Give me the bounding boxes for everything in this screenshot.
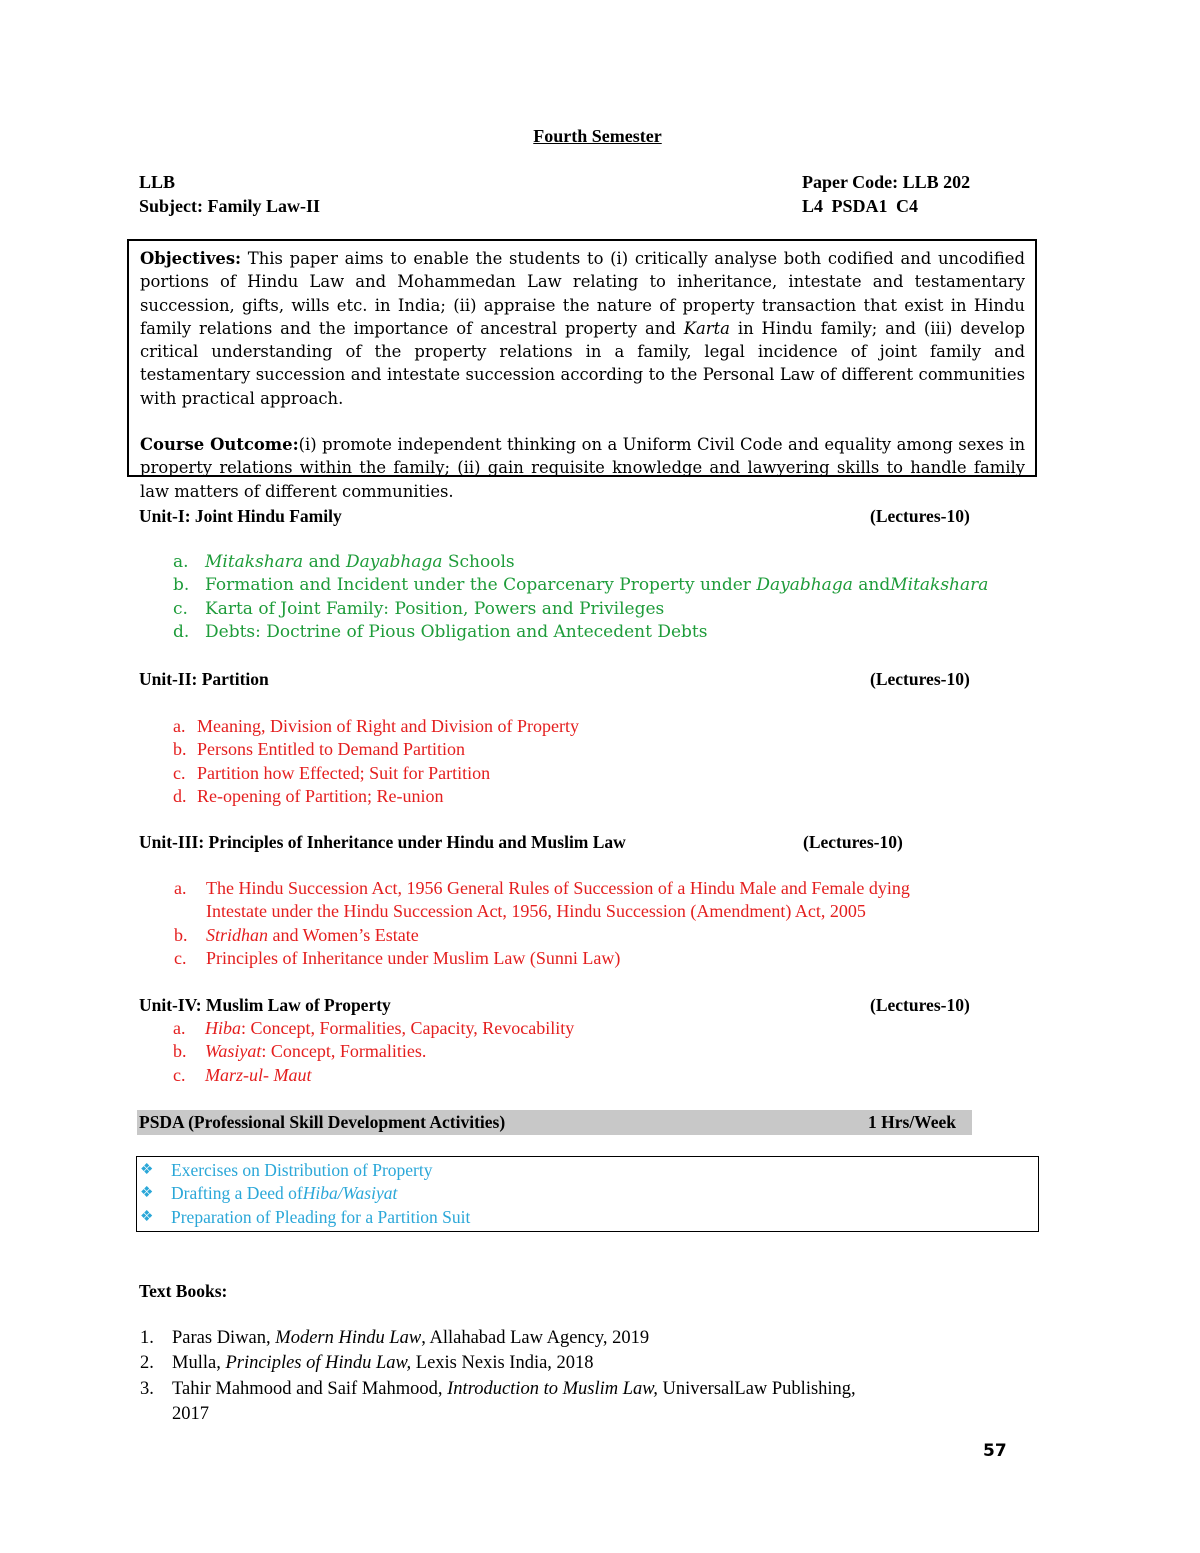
unit2-lectures: (Lectures-10) <box>870 669 970 689</box>
unit4-title: Unit-IV: Muslim Law of Property <box>139 995 391 1015</box>
list-item <box>173 1017 575 1040</box>
list-item <box>140 1206 471 1229</box>
textbook-year: 2017 <box>172 1404 209 1424</box>
list-text: Debts: Doctrine of Pious Obligation and Antecedent Debts <box>205 621 708 642</box>
list-item <box>140 1159 470 1182</box>
outcome-label: Course Outcome: <box>140 435 299 455</box>
list-item <box>174 947 910 970</box>
list-item <box>140 1182 470 1205</box>
list-item <box>173 715 579 738</box>
unit1-lectures: (Lectures-10) <box>870 506 970 526</box>
list-marker: d. <box>173 785 187 806</box>
list-text: Exercises on Distribution of Property <box>171 1160 433 1180</box>
list-marker: a. <box>173 1018 186 1038</box>
textbooks-heading: Text Books: <box>139 1281 228 1301</box>
unit2-list <box>173 715 579 808</box>
psda-list <box>140 1159 471 1229</box>
list-marker: c. <box>174 947 187 968</box>
list-text: Re-opening of Partition; Re-union <box>197 785 444 806</box>
page-number: 57 <box>983 1441 1007 1461</box>
list-marker: c. <box>173 762 186 783</box>
list-text: Principles of Inheritance under Muslim Law (Sunni Law) <box>206 947 621 968</box>
list-item <box>173 738 579 761</box>
diamond-bullet-icon: ❖ <box>140 1208 154 1225</box>
list-item <box>173 598 988 621</box>
list-marker: d. <box>173 621 190 642</box>
psda-hours: 1 Hrs/Week <box>868 1112 956 1132</box>
dayabhaga-term: Dayabhaga <box>756 575 853 596</box>
list-marker: b. <box>173 739 187 760</box>
outcome-paragraph <box>140 433 1025 503</box>
list-item <box>174 877 910 900</box>
list-text: Drafting a Deed of <box>171 1183 303 1204</box>
unit4-list <box>173 1017 575 1087</box>
stridhan-term: Stridhan <box>206 924 269 945</box>
unit3-title: Unit-III: Principles of Inheritance under Hindu and Muslim Law <box>139 832 626 852</box>
list-text: and <box>303 552 346 572</box>
course-code: L4 PSDA1 C4 <box>802 196 919 216</box>
objectives-box <box>127 239 1037 501</box>
list-text: The Hindu Succession Act, 1956 General Rules of Succession of a Hindu Male and Female dying <box>206 878 910 898</box>
unit3-list <box>174 877 910 970</box>
outcome-text: (i) promote independent thinking on a Uniform Civil Code and equality among sexes in property relations within the family; (ii) gain requisite knowledge and lawyering skills to handle family law matters of different communities. <box>140 435 1025 501</box>
list-item <box>173 1064 574 1087</box>
unit1-title: Unit-I: Joint Hindu Family <box>139 506 342 526</box>
textbook-publisher: , Allahabad Law Agency, 2019 <box>421 1328 650 1348</box>
list-item <box>173 762 579 785</box>
list-text: Partition how Effected; Suit for Partition <box>197 762 491 783</box>
hiba-term: Hiba <box>205 1018 241 1038</box>
objectives-paragraph <box>140 247 1025 410</box>
list-text: : Concept, Formalities. <box>261 1041 427 1062</box>
textbook-item <box>140 1377 856 1402</box>
list-item <box>173 574 989 597</box>
list-marker: b. <box>173 1041 187 1062</box>
list-item <box>173 1040 574 1063</box>
diamond-bullet-icon: ❖ <box>140 1162 154 1178</box>
textbook-author: Paras Diwan, <box>172 1328 276 1348</box>
list-text: Formation and Incident under the Coparcenary Property under <box>205 575 757 596</box>
program-label: LLB <box>139 172 176 192</box>
list-text: Schools <box>442 552 515 572</box>
page-title: Fourth Semester <box>533 126 662 146</box>
unit1-list <box>173 551 989 644</box>
list-text: Intestate under the Hindu Succession Act, 1956, Hindu Succession (Amendment) Act, 2005 <box>206 901 866 922</box>
list-text: Preparation of Pleading for a Partition Suit <box>171 1206 471 1227</box>
list-marker: c. <box>173 1064 186 1085</box>
hiba-wasiyat-term: Hiba/Wasiyat <box>302 1183 398 1204</box>
list-marker: a. <box>173 716 186 736</box>
list-text: : Concept, Formalities, Capacity, Revocability <box>241 1018 575 1038</box>
list-marker: a. <box>174 878 187 898</box>
list-item <box>174 924 910 947</box>
textbook-item <box>140 1351 594 1376</box>
list-text: and Women’s Estate <box>268 924 419 945</box>
objectives-karta: Karta <box>683 318 730 338</box>
mitakshara-term: Mitakshara <box>205 552 304 572</box>
mitakshara-term: Mitakshara <box>890 575 989 596</box>
unit3-lectures: (Lectures-10) <box>803 832 903 852</box>
objectives-text: This paper aims to enable the students to (i) critically analyse both codified and uncodified portions of Hindu Law and Mohammedan Law relating to inheritance, intestate and testamentary succession, gifts, wills etc. in India; (ii) appraise the nature of property transaction that exist in Hindu family relations and the importance of ancestral property and <box>140 249 1025 338</box>
list-marker: 3. <box>140 1379 154 1399</box>
unit4-lectures: (Lectures-10) <box>870 995 970 1015</box>
list-item-continuation <box>206 900 910 923</box>
psda-title: PSDA (Professional Skill Development Activities) <box>139 1112 506 1132</box>
marz-ul-maut-term: Marz-ul- Maut <box>205 1064 312 1085</box>
list-marker: b. <box>173 575 190 596</box>
unit2-title: Unit-II: Partition <box>139 669 269 689</box>
list-item <box>173 621 988 644</box>
list-marker: c. <box>173 598 188 619</box>
textbook-author: Tahir Mahmood and Saif Mahmood, <box>172 1379 448 1399</box>
paper-code: Paper Code: LLB 202 <box>802 172 971 192</box>
wasiyat-term: Wasiyat <box>205 1041 262 1062</box>
textbook-publisher: UniversalLaw Publishing, <box>657 1379 856 1399</box>
list-item <box>173 785 579 808</box>
subject-label: Subject: Family Law-II <box>139 196 320 216</box>
textbook-title: Introduction to Muslim Law, <box>447 1379 658 1399</box>
objectives-label: Objectives: <box>140 249 242 268</box>
textbook-author: Mulla, <box>172 1353 226 1373</box>
list-text: and <box>852 575 891 596</box>
textbook-item <box>140 1326 650 1351</box>
diamond-bullet-icon: ❖ <box>140 1185 154 1202</box>
list-marker: b. <box>174 924 188 945</box>
textbook-title: Modern Hindu Law <box>275 1328 422 1348</box>
list-text: Meaning, Division of Right and Division of Property <box>197 716 579 736</box>
textbook-title: Principles of Hindu Law, <box>225 1353 412 1373</box>
list-marker: 2. <box>140 1353 154 1373</box>
dayabhaga-term: Dayabhaga <box>345 552 443 572</box>
list-marker: 1. <box>140 1328 154 1348</box>
list-marker: a. <box>173 552 189 572</box>
list-item <box>173 551 988 574</box>
list-text: Persons Entitled to Demand Partition <box>197 739 465 760</box>
objectives-text-2: in Hindu family; and (iii) develop critical understanding of the property relations in a family, legal incidence of joint family and testamentary succession and intestate succession according to the Personal Law of different communities with practical approach. <box>140 318 1026 408</box>
textbook-publisher: Lexis Nexis India, 2018 <box>411 1353 594 1373</box>
list-text: Karta of Joint Family: Position, Powers and Privileges <box>205 598 665 619</box>
